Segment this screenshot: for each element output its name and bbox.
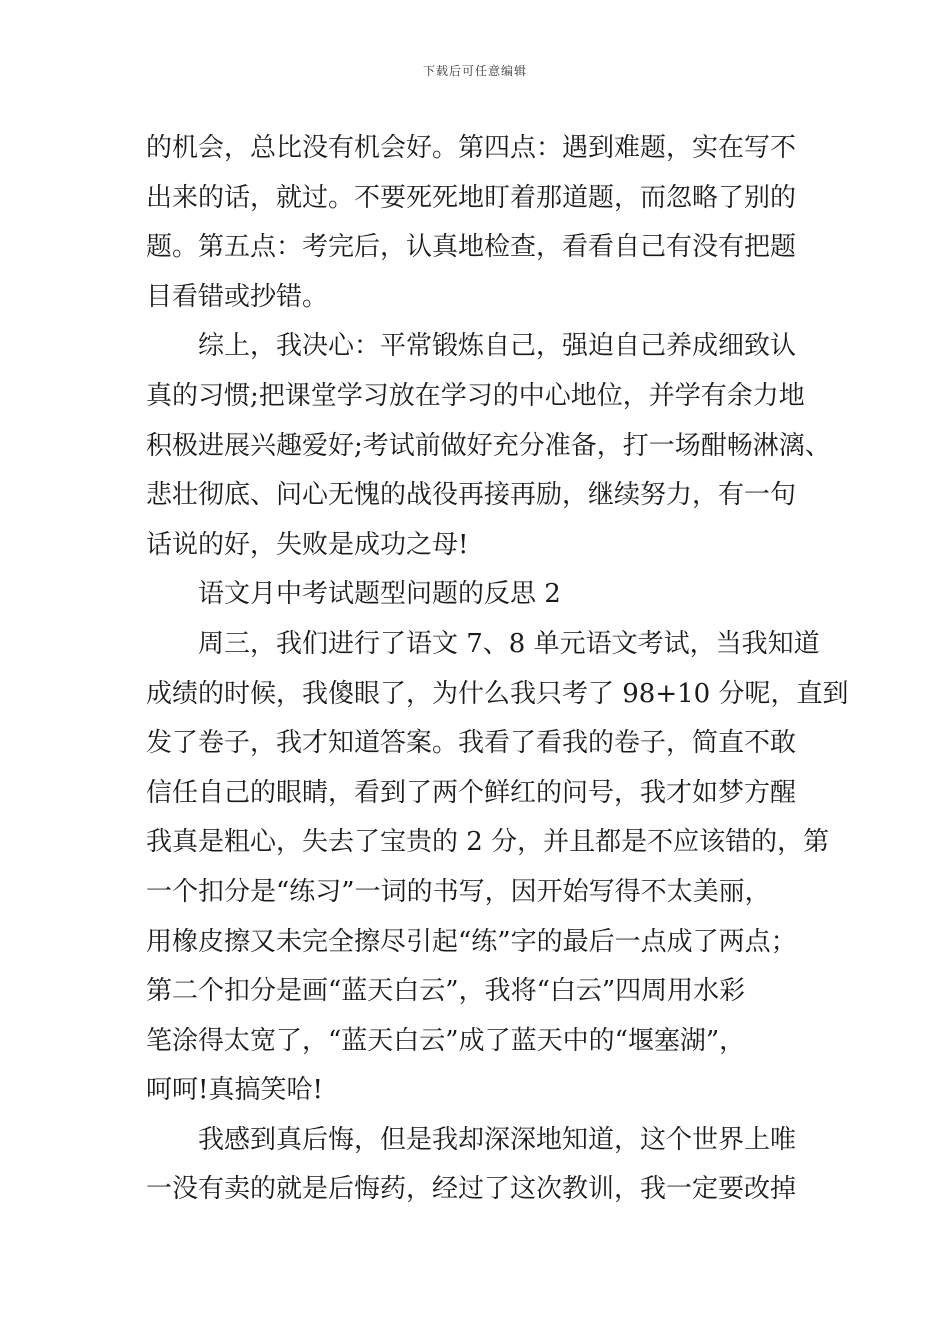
text-line: 综上，我决心：平常锻炼自己，强迫自己养成细致认 [198,331,797,362]
text-line: 笔涂得太宽了，“蓝天白云”成了蓝天中的“堰塞湖”， [146,1025,746,1056]
text-line: 积极进展兴趣爱好;考试前做好充分准备，打一场酣畅淋漓、 [146,430,831,461]
text-line: 第二个扣分是画“蓝天白云”，我将“白云”四周用水彩 [146,976,746,1007]
text-line: 悲壮彻底、问心无愧的战役再接再励，继续努力，有一句 [146,480,797,511]
text-line: 题。第五点：考完后，认真地检查，看看自己有没有把题 [146,232,797,263]
text-line: 成绩的时候，我傻眼了，为什么我只考了 98+10 分呢，直到 [146,678,849,709]
document-body [146,124,849,1215]
text-line: 话说的好，失败是成功之母! [146,529,469,560]
section-title: 语文月中考试题型问题的反思 2 [198,579,561,610]
text-line: 发了卷子，我才知道答案。我看了看我的卷子，简直不敢 [146,728,797,759]
text-line: 一个扣分是“练习”一词的书写，因开始写得不太美丽， [146,876,771,907]
text-line: 的机会，总比没有机会好。第四点：遇到难题，实在写不 [146,133,797,163]
text-line: 用橡皮擦又未完全擦尽引起“练”字的最后一点成了两点； [146,926,797,957]
text-line: 出来的话，就过。不要死死地盯着那道题，而忽略了别的 [146,182,797,213]
text-line: 一没有卖的就是后悔药，经过了这次教训，我一定要改掉 [146,1174,797,1205]
text-line: 信任自己的眼睛，看到了两个鲜红的问号，我才如梦方醒 [146,777,797,808]
text-line: 目看错或抄错。 [146,281,329,312]
text-line: 我真是粗心，失去了宝贵的 2 分，并且都是不应该错的，第 [146,827,830,858]
text-line: 周三，我们进行了语文 7、8 单元语文考试，当我知道 [198,628,820,659]
text-line: 我感到真后悔，但是我却深深地知道，这个世界上唯 [198,1124,797,1155]
text-line: 呵呵!真搞笑哈! [146,1075,323,1106]
page-header: 下载后可任意编辑 [422,64,527,78]
text-line: 真的习惯;把课堂学习放在学习的中心地位，并学有余力地 [146,380,805,411]
